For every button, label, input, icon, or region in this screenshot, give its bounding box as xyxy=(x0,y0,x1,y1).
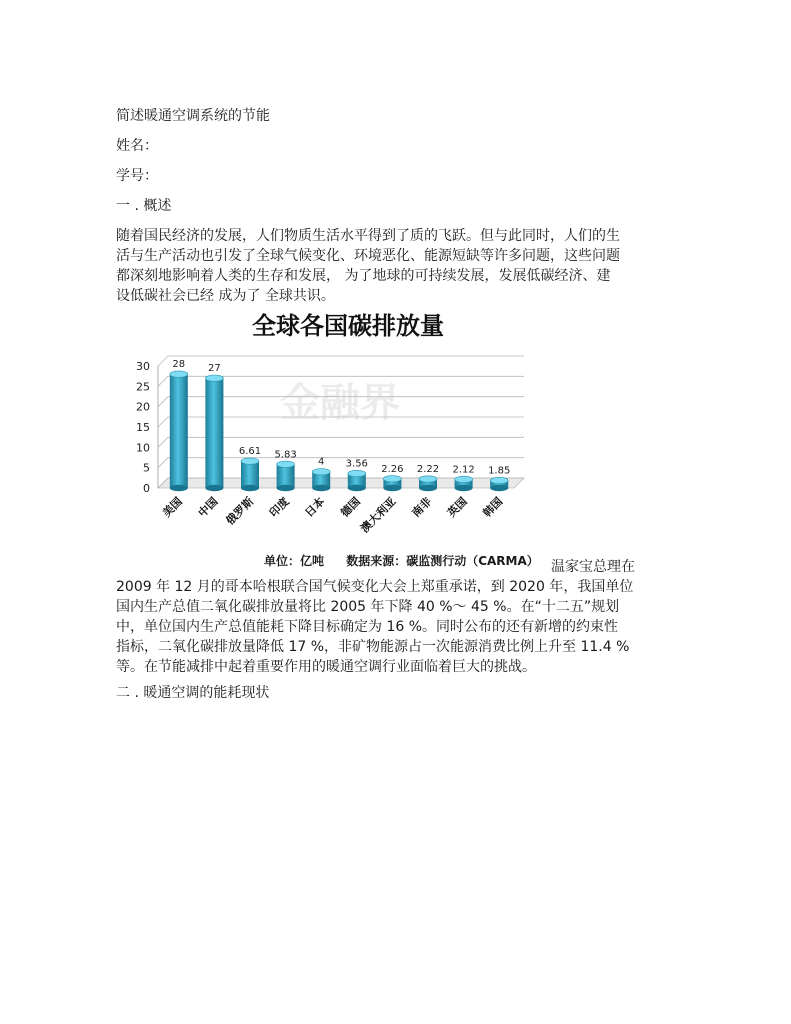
data-label: 2.26 xyxy=(381,463,404,475)
name-label: 姓名： xyxy=(116,138,158,154)
chart-bar-cap xyxy=(241,458,259,464)
chart-caption xyxy=(264,552,557,569)
x-tick-label: 南非 xyxy=(409,494,435,520)
x-tick-label: 日本 xyxy=(302,494,328,520)
student-id-label: 学号： xyxy=(116,168,158,184)
x-tick-label: 韩国 xyxy=(480,494,506,520)
data-label: 28 xyxy=(172,359,186,371)
y-tick-label: 10 xyxy=(136,441,150,455)
chart-bar-base xyxy=(383,485,401,491)
intro-paragraph xyxy=(116,226,686,306)
chart-bar-cap xyxy=(205,375,223,381)
chart-bar-cap xyxy=(383,476,401,482)
document-title: 简述暖通空调系统的节能 xyxy=(116,108,270,124)
body-line: 指标，二氧化碳排放量降低 17 %，非矿物能源占一次能源消费比例上升至 11.4 % xyxy=(116,639,630,655)
data-label: 2.12 xyxy=(452,464,475,476)
data-label: 1.85 xyxy=(488,465,511,477)
paragraph-lead: 温家宝总理在 xyxy=(551,559,635,575)
intro-line: 随着国民经济的发展，人们物质生活水平得到了质的飞跃。但与此同时，人们的生 xyxy=(116,228,620,244)
chart-bar-base xyxy=(419,485,437,491)
data-label: 4 xyxy=(318,456,325,468)
chart-bar-cap xyxy=(170,371,188,377)
carbon-emissions-chart xyxy=(116,298,576,580)
x-tick-label: 澳大利亚 xyxy=(358,494,399,536)
chart-unit: 单位：亿吨 xyxy=(264,554,325,568)
chart-bar xyxy=(277,464,295,488)
chart-bar-base xyxy=(490,485,508,491)
chart-source: 数据来源：碳监测行动（CARMA） xyxy=(346,554,539,568)
chart-bar-cap xyxy=(455,476,473,482)
chart-bar-base xyxy=(455,485,473,491)
section-heading-energy: 二 . 暖通空调的能耗现状 xyxy=(116,685,270,701)
y-tick-label: 5 xyxy=(143,461,150,475)
chart-bar-cap xyxy=(277,461,295,467)
y-tick-label: 0 xyxy=(143,482,150,495)
chart-bar-base xyxy=(348,485,366,491)
y-tick-label: 15 xyxy=(136,421,150,434)
y-tick-label: 25 xyxy=(136,380,150,394)
data-label: 5.83 xyxy=(274,449,297,461)
chart-bar-base xyxy=(241,485,259,491)
chart-bar-base xyxy=(277,485,295,491)
body-paragraph xyxy=(116,577,686,677)
intro-line: 活与生产活动也引发了全球气候变化、环境恶化、能源短缺等许多问题，这些问题 xyxy=(116,248,620,264)
x-tick-label: 德国 xyxy=(338,494,363,520)
chart-bar-cap xyxy=(419,476,437,482)
chart-bar-cap xyxy=(312,469,330,475)
data-label: 2.22 xyxy=(416,463,440,475)
chart-title: 全球各国碳排放量 xyxy=(252,312,444,340)
intro-line: 都深刻地影响着人类的生存和发展， 为了地球的可持续发展，发展低碳经济、建 xyxy=(116,268,611,284)
chart-bar-cap xyxy=(348,470,366,476)
y-tick-label: 20 xyxy=(136,400,150,414)
body-line: 等。在节能减排中起着重要作用的暖通空调行业面临着巨大的挑战。 xyxy=(116,659,536,675)
data-label: 3.56 xyxy=(345,458,368,470)
y-tick-label: 30 xyxy=(136,360,150,373)
chart-bar-cap xyxy=(490,477,508,483)
body-line: 2009 年 12 月的哥本哈根联合国气候变化大会上郑重承诺，到 2020 年，我国单位 xyxy=(116,579,634,595)
chart-bar-base xyxy=(205,485,223,491)
x-tick-label: 英国 xyxy=(444,494,470,520)
section-heading-overview: 一 . 概述 xyxy=(116,198,172,214)
body-line: 中，单位国内生产总值能耗下降目标确定为 16 %。同时公布的还有新增的约束性 xyxy=(116,619,619,635)
chart-bar xyxy=(241,461,259,488)
chart-watermark: 金融界 xyxy=(280,380,400,426)
x-tick-label: 中国 xyxy=(195,494,221,520)
x-tick-label: 俄罗斯 xyxy=(223,494,257,528)
x-tick-label: 印度 xyxy=(266,494,292,520)
x-tick-label: 美国 xyxy=(160,494,185,520)
data-label: 27 xyxy=(208,363,221,375)
data-label: 6.61 xyxy=(238,446,262,458)
intro-line: 设低碳社会已经 成为了 全球共识。 xyxy=(116,288,335,304)
chart-bar-base xyxy=(170,485,188,491)
chart-bar xyxy=(170,374,188,488)
chart-bar-base xyxy=(312,485,330,491)
chart-bar xyxy=(205,378,223,488)
body-line: 国内生产总值二氧化碳排放量将比 2005 年下降 40 %～ 45 %。在“十二五”规划 xyxy=(116,599,620,615)
